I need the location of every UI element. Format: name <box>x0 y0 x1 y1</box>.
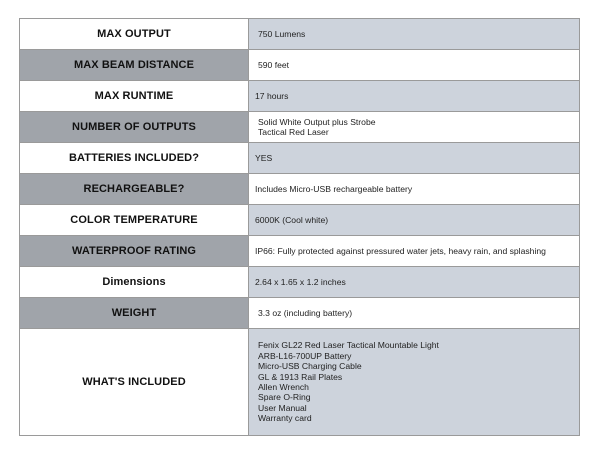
spec-value-line: 2.64 x 1.65 x 1.2 inches <box>255 276 346 287</box>
spec-value-line: 3.3 oz (including battery) <box>258 307 353 318</box>
spec-label: COLOR TEMPERATURE <box>20 205 249 236</box>
spec-row-max-beam-distance <box>20 50 580 81</box>
spec-label: NUMBER OF OUTPUTS <box>20 112 249 143</box>
spec-value <box>249 236 580 267</box>
spec-value-line: Solid White Output plus Strobe <box>258 116 376 127</box>
spec-value <box>249 19 580 50</box>
spec-label: MAX OUTPUT <box>20 19 249 50</box>
spec-row-waterproof-rating <box>20 236 580 267</box>
spec-value <box>249 298 580 329</box>
spec-value <box>249 143 580 174</box>
spec-value <box>249 174 580 205</box>
spec-row-rechargeable <box>20 174 580 205</box>
spec-value-line: YES <box>255 152 273 163</box>
spec-value-line: 17 hours <box>255 90 289 101</box>
spec-value-line: Warranty card <box>258 413 312 424</box>
spec-value-line: 6000K (Cool white) <box>255 214 329 225</box>
spec-label: Dimensions <box>20 267 249 298</box>
spec-table <box>19 18 580 436</box>
spec-value-line: ARB-L16-700UP Battery <box>258 350 352 361</box>
spec-value-line: IP66: Fully protected against pressured water jets, heavy rain, and splashing <box>255 245 546 256</box>
spec-value-line: Micro-USB Charging Cable <box>258 361 362 372</box>
spec-row-max-runtime <box>20 81 580 112</box>
spec-row-color-temperature <box>20 205 580 236</box>
spec-value <box>249 329 580 436</box>
spec-label: MAX BEAM DISTANCE <box>20 50 249 81</box>
spec-label: BATTERIES INCLUDED? <box>20 143 249 174</box>
spec-value-line: Allen Wrench <box>258 382 309 392</box>
spec-label: WEIGHT <box>20 298 249 329</box>
spec-label: WATERPROOF RATING <box>20 236 249 267</box>
spec-label: RECHARGEABLE? <box>20 174 249 205</box>
spec-row-whats-included <box>20 329 580 436</box>
spec-value-line: Fenix GL22 Red Laser Tactical Mountable Light <box>258 340 439 351</box>
spec-label: MAX RUNTIME <box>20 81 249 112</box>
spec-value-line: User Manual <box>258 402 307 413</box>
spec-value-line: Includes Micro-USB rechargeable battery <box>255 183 413 194</box>
spec-value <box>249 50 580 81</box>
spec-row-max-output <box>20 19 580 50</box>
spec-value <box>249 267 580 298</box>
spec-value-line: GL & 1913 Rail Plates <box>258 371 343 382</box>
spec-value-line: Tactical Red Laser <box>258 127 329 137</box>
spec-label: WHAT'S INCLUDED <box>20 329 249 436</box>
spec-row-batteries-included <box>20 143 580 174</box>
spec-value <box>249 205 580 236</box>
spec-value <box>249 81 580 112</box>
spec-value <box>249 112 580 143</box>
spec-value-line: 750 Lumens <box>258 28 306 39</box>
spec-row-dimensions <box>20 267 580 298</box>
spec-row-weight <box>20 298 580 329</box>
spec-value-line: 590 feet <box>258 59 290 70</box>
spec-row-number-of-outputs <box>20 112 580 143</box>
spec-value-line: Spare O-Ring <box>258 392 311 403</box>
